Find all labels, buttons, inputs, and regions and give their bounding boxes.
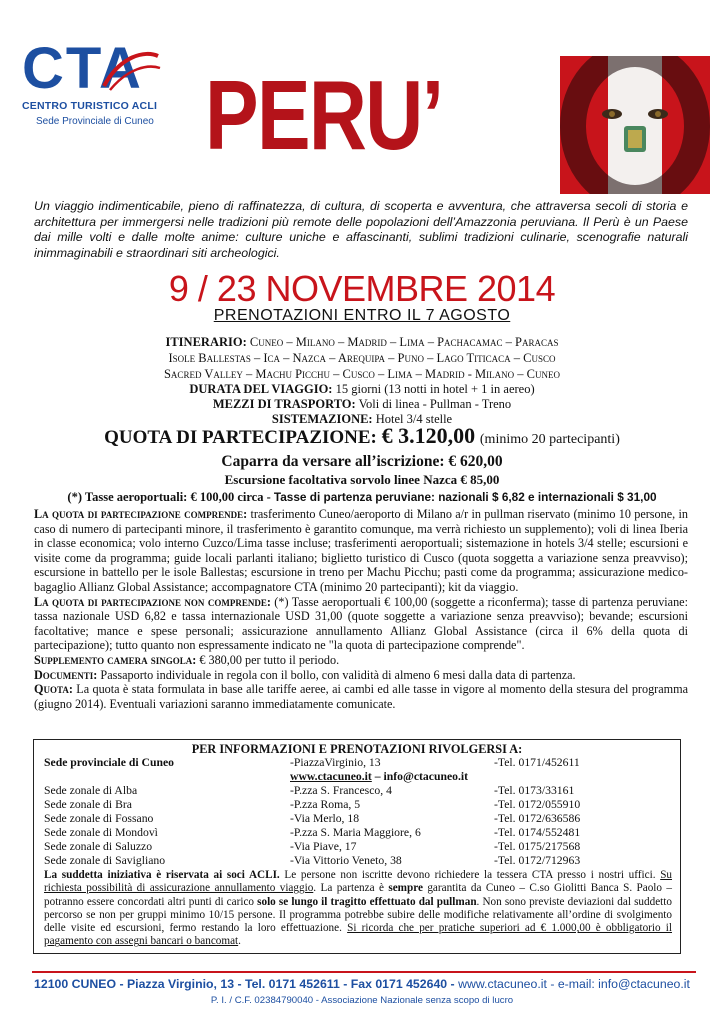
membership-note: [44, 869, 672, 949]
itinerary-route-1: Cuneo – Milano – Madrid – Lima – Pachacamac – Paracas: [249, 335, 559, 349]
contact-web-email: [290, 770, 468, 783]
note-route: solo se lungo il tragitto effettuato dal pullman: [257, 895, 477, 908]
note-text-3: garantita da Cuneo – C.so Giolitti Banca S. Paolo – potranno essere concordati altri punti di carico: [44, 882, 672, 908]
office-name: Sede zonale di Mondovì: [44, 826, 158, 839]
excludes-label: La quota di partecipazione non comprende:: [34, 594, 271, 609]
optional-excursion: Escursione facoltativa sorvolo linee Nazca € 85,00: [224, 472, 500, 487]
office-name: Sede zonale di Alba: [44, 784, 138, 797]
documents-paragraph: [34, 668, 688, 683]
itinerary-line-3: Sacred Valley – Machu Picchu – Cusco – Lima – Madrid - Milano – Cuneo: [163, 367, 560, 381]
office-address: -PiazzaVirginio, 13: [290, 756, 381, 769]
page-title: PERU’: [205, 60, 443, 170]
footer-contacts: [0, 977, 724, 991]
office-name: Sede zonale di Fossano: [44, 812, 154, 825]
office-name: Sede provinciale di Cuneo: [44, 756, 174, 769]
office-name: Sede zonale di Bra: [44, 798, 132, 811]
cta-logo: [22, 36, 172, 130]
single-room-text: € 380,00 per tutto il periodo.: [196, 652, 340, 667]
office-address: -P.zza S. Maria Maggiore, 6: [290, 826, 421, 839]
note-members-only: La suddetta iniziativa è riservata ai soci ACLI.: [44, 869, 280, 881]
accommodation-value: Hotel 3/4 stelle: [375, 412, 453, 426]
office-phone: -Tel. 0171/452611: [494, 756, 580, 769]
email-link[interactable]: – info@ctacuneo.it: [371, 770, 469, 783]
documents-text: Passaporto individuale in regola con il bollo, con validità di almeno 6 mesi dalla data di partenza.: [97, 667, 576, 682]
includes-label: La quota di partecipazione comprende:: [34, 507, 248, 521]
office-address: -Via Piave, 17: [290, 840, 357, 853]
itinerary-label: ITINERARIO:: [165, 335, 247, 349]
footer-divider: [32, 971, 696, 973]
includes-paragraph: [34, 507, 688, 595]
logo-text: CTA: [22, 36, 143, 101]
includes-text: trasferimento Cuneo/aeroporto di Milano a/r in pullman riservato (minimo 10 persone, in caso di numero di partecipanti minore, il trasferimento è garantito comunque, ma verrà richiesto un supplemento); voli di linea Iberia in classe economica; volo interno Cuzco/Lima tasse incluse; trasferimenti aeroportuali; sistemazione in hotels 3/4 stelle; escursioni e visite come da programma; guide locali parlanti italiano; biglietto turistico di Cusco (quota soggetta a variazione senza preavviso); escursione in battello per le isole Ballestas; escursione in treno per Machu Picchu; pasti come da programma; assicurazione medico-bagaglio Allianz Global Assistance; accompagnatore CTA (minimo 20 partecipanti); kit da viaggio.: [34, 507, 688, 594]
itinerary-line-1: [0, 334, 724, 350]
footer-address: 12100 CUNEO - Piazza Virginio, 13 - Tel. 0171 452611 - Fax 0171 452640 -: [34, 977, 459, 991]
footer-web-email[interactable]: www.ctacuneo.it - e-mail: info@ctacuneo.it: [458, 977, 690, 991]
intro-paragraph: Un viaggio indimenticabile, pieno di raffinatezza, di cultura, di scoperta e avventura, che attraversa secoli di storia e architettura per immergersi nelle tradizioni più remote delle popolazioni dell’Amazzonia peruviana. Il Perù è un Paese dai mille volti e dalle molte anime: culture uniche e affascinanti, sublimi tradizioni culinarie, scenografie naturali inimmaginabili e straordinari siti archeologici.: [34, 199, 688, 261]
website-link[interactable]: www.ctacuneo.it: [290, 770, 372, 783]
note-text-2: . La partenza è: [313, 882, 389, 895]
transport-value: Voli di linea - Pullman - Treno: [358, 397, 512, 411]
airport-taxes: (*) Tasse aeroportuali: € 100,00 circa -: [67, 490, 274, 504]
accommodation-line: [0, 411, 724, 427]
peru-flag-face-image: [560, 56, 710, 194]
office-phone: -Tel. 0173/33161: [494, 784, 575, 797]
office-phone: -Tel. 0175/217568: [494, 840, 581, 853]
duration-label: DURATA DEL VIAGGIO:: [189, 382, 333, 396]
price-label: QUOTA DI PARTECIPAZIONE:: [104, 427, 377, 448]
accommodation-label: SISTEMAZIONE:: [271, 412, 373, 426]
office-address: -P.zza Roma, 5: [290, 798, 361, 811]
transport-line: [0, 396, 724, 412]
contact-heading: PER INFORMAZIONI E PRENOTAZIONI RIVOLGERSI A:: [191, 742, 523, 756]
contact-box: [33, 739, 681, 954]
quota-label: Quota:: [34, 682, 73, 697]
documents-label: Documenti:: [34, 667, 98, 682]
duration-value: 15 giorni (13 notti in hotel + 1 in aereo): [335, 382, 535, 396]
office-phone: -Tel. 0172/055910: [494, 798, 581, 811]
office-address: -Via Merlo, 18: [290, 812, 360, 825]
quota-text: La quota è stata formulata in base alle tariffe aeree, ai cambi ed alle tasse in vigore al momento della stesura del programma (giugno 2014). Eventuali variazioni saranno immediatamente comunicate.: [34, 682, 688, 711]
note-text-1: Le persone non iscritte devono richiedere la tessera CTA presso i nostri uffici.: [279, 869, 661, 881]
taxes-line: [0, 489, 724, 505]
transport-label: MEZZI DI TRASPORTO:: [212, 397, 356, 411]
office-phone: -Tel. 0172/712963: [494, 854, 581, 867]
excludes-paragraph: [34, 595, 688, 653]
office-phone: -Tel. 0172/636586: [494, 812, 581, 825]
logo-subtitle: CENTRO TURISTICO ACLI: [22, 100, 158, 112]
details-section: [34, 507, 688, 711]
itinerary-line-2: Isole Ballestas – Ica – Nazca – Arequipa – Puno – Lago Titicaca – Cusco: [168, 351, 556, 365]
note-always: sempre: [388, 882, 423, 895]
logo-swoosh-icon: [100, 46, 162, 96]
logo-location: Sede Provinciale di Cuneo: [36, 116, 154, 127]
office-address: -P.zza S. Francesco, 4: [290, 784, 392, 797]
note-payment: Si ricorda che per pratiche superiori ad € 1.000,00 è obbligatorio il pagamento con assegni bancari o bancomat: [44, 922, 672, 948]
single-room-label: Supplemento camera singola:: [34, 652, 197, 667]
note-insurance: Su richiesta possibilità di assicurazione annullamento viaggio: [44, 869, 673, 895]
booking-deadline: PRENOTAZIONI ENTRO IL 7 AGOSTO: [213, 307, 511, 324]
office-phone: -Tel. 0174/552481: [494, 826, 581, 839]
excludes-text: (*) Tasse aeroportuali € 100,00 (soggette a riconferma); tasse di partenza peruviane: tassa nazionale USD 6,82 e tassa internazionale USD 31,00 (quote soggette a variazione senza preavviso); bevande; escursioni facoltative; mance e spese personali; assicurazione annullamento Allianz Global Assistance (circa il 6% della quota di partecipazione); tutto quanto non espressamente indicato ne "la quota di partecipazione comprende".: [34, 594, 688, 653]
office-address: -Via Vittorio Veneto, 38: [290, 854, 402, 867]
note-text-5: .: [238, 935, 241, 948]
travel-dates: 9 / 23 NOVEMBRE 2014: [168, 268, 556, 309]
price-line: [0, 423, 724, 448]
footer-legal: P. I. / C.F. 02384790040 - Associazione Nazionale senza scopo di lucro: [210, 995, 514, 1006]
office-name: Sede zonale di Saluzzo: [44, 840, 153, 853]
office-name: Sede zonale di Savigliano: [44, 854, 166, 867]
price-amount: € 3.120,00: [381, 423, 476, 448]
deposit-line: Caparra da versare all’iscrizione: € 620,00: [221, 453, 503, 470]
price-note: (minimo 20 partecipanti): [479, 432, 620, 447]
departure-taxes: Tasse di partenza peruviane: nazionali $ 6,82 e internazionali $ 31,00: [273, 490, 657, 504]
note-text-4: . Non sono previste deviazioni dal suddetto percorso se non per gruppi minimo 10/15 persone. Il programma potrebbe subire delle modifiche relativamente all’ordine di svolgimento delle visite ed escursioni, fermo restando la loro effettuazione.: [44, 895, 672, 935]
single-room-paragraph: [34, 653, 688, 668]
duration-line: [0, 381, 724, 397]
quota-paragraph: [34, 682, 688, 711]
